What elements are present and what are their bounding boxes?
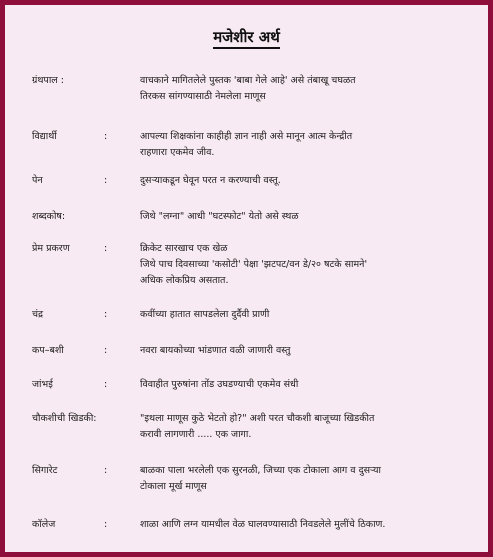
definition-line: राहणारा एकमेव जीव. xyxy=(140,147,215,158)
entry-definition xyxy=(140,241,485,289)
definition-line: नवरा बायकोच्या भांडणात वळी जाणारी वस्तु xyxy=(140,345,291,356)
definition-line: क्रिकेट सारखाच एक खेळ xyxy=(140,243,228,254)
entry-term: ग्रंथपाल : xyxy=(32,75,64,86)
entry-colon: : xyxy=(104,345,108,356)
entry-colon: : xyxy=(104,175,108,186)
entry-definition xyxy=(140,343,485,359)
entry-colon: : xyxy=(104,243,108,254)
entry-definition xyxy=(140,307,485,323)
entry-term: चंद्र xyxy=(32,309,44,320)
definition-line: वाचकाने मागितलेले पुस्तक 'बाबा गेले आहे' असे तंबाखू चघळत xyxy=(140,75,356,86)
entry-term: प्रेम प्रकरण xyxy=(32,243,70,254)
entry-term: चौकशीची खिडकी: xyxy=(32,413,97,424)
entry-term: सिगारेट xyxy=(32,465,58,476)
entry-definition xyxy=(140,463,485,495)
definition-line: अधिक लोकप्रिय असतात. xyxy=(140,275,229,286)
definition-line: तिरकस सांगण्यासाठी नेमलेला माणूस xyxy=(140,91,266,102)
entry-colon: : xyxy=(104,131,108,142)
entry-definition xyxy=(140,377,485,393)
entry-term: कप–बशी xyxy=(32,345,64,356)
entry-definition xyxy=(140,209,485,225)
entry-colon: : xyxy=(104,309,108,320)
entry-definition xyxy=(140,411,485,443)
definition-line: दुसऱ्याकडून घेवून परत न करण्याची वस्तू. xyxy=(140,175,281,186)
entry-colon: : xyxy=(104,465,108,476)
page-title: मजेशीर अर्थ xyxy=(5,27,488,47)
entry-term: विद्यार्थी xyxy=(32,131,57,142)
entry-term: कॉलेज xyxy=(32,519,56,530)
entry-term: शब्दकोष: xyxy=(32,211,66,222)
entry-definition xyxy=(140,73,485,105)
entry-definition xyxy=(140,129,485,161)
definition-line: शाळा आणि लग्न यामधील वेळ घालवण्यासाठी निवडलेले मुलींचे ठिकाण. xyxy=(140,519,386,530)
entry-term: पेन xyxy=(32,175,43,186)
definition-line: करावी लागणारी ..... एक जागा. xyxy=(140,429,252,440)
definition-line: टोकाला मूर्ख माणूस xyxy=(140,481,207,492)
definition-line: कवींच्या हातात सापडलेला दुर्दैवी प्राणी xyxy=(140,309,270,320)
definition-line: आपल्या शिक्षकांना काहीही ज्ञान नाही असे मानून आत्म केन्द्रीत xyxy=(140,131,353,142)
entry-term: जांभई xyxy=(32,379,53,390)
definition-line: विवाहीत पुरुषांना तोंड उघडण्याची एकमेव संधी xyxy=(140,379,299,390)
entry-colon: : xyxy=(104,379,108,390)
definition-line: जिथे पाच दिवसाच्या 'कसोटी' पेक्षा 'झटपट/वन डे/२० षटके सामने' xyxy=(140,259,368,270)
definition-line: बाळका पाला भरलेली एक सुरनळी, जिच्या एक टोकाला आग व दुसऱ्या xyxy=(140,465,381,476)
entry-definition xyxy=(140,173,485,189)
entry-definition xyxy=(140,517,485,533)
definition-line: "इथला माणूस कुठे भेटतो हो?" अशी परत चौकशी बाजूच्या खिडकीत xyxy=(140,413,375,424)
definition-line: जिथे "लग्ना" आधी "घटस्फोट" येतो असे स्थळ xyxy=(140,211,299,222)
entry-colon: : xyxy=(104,519,108,530)
